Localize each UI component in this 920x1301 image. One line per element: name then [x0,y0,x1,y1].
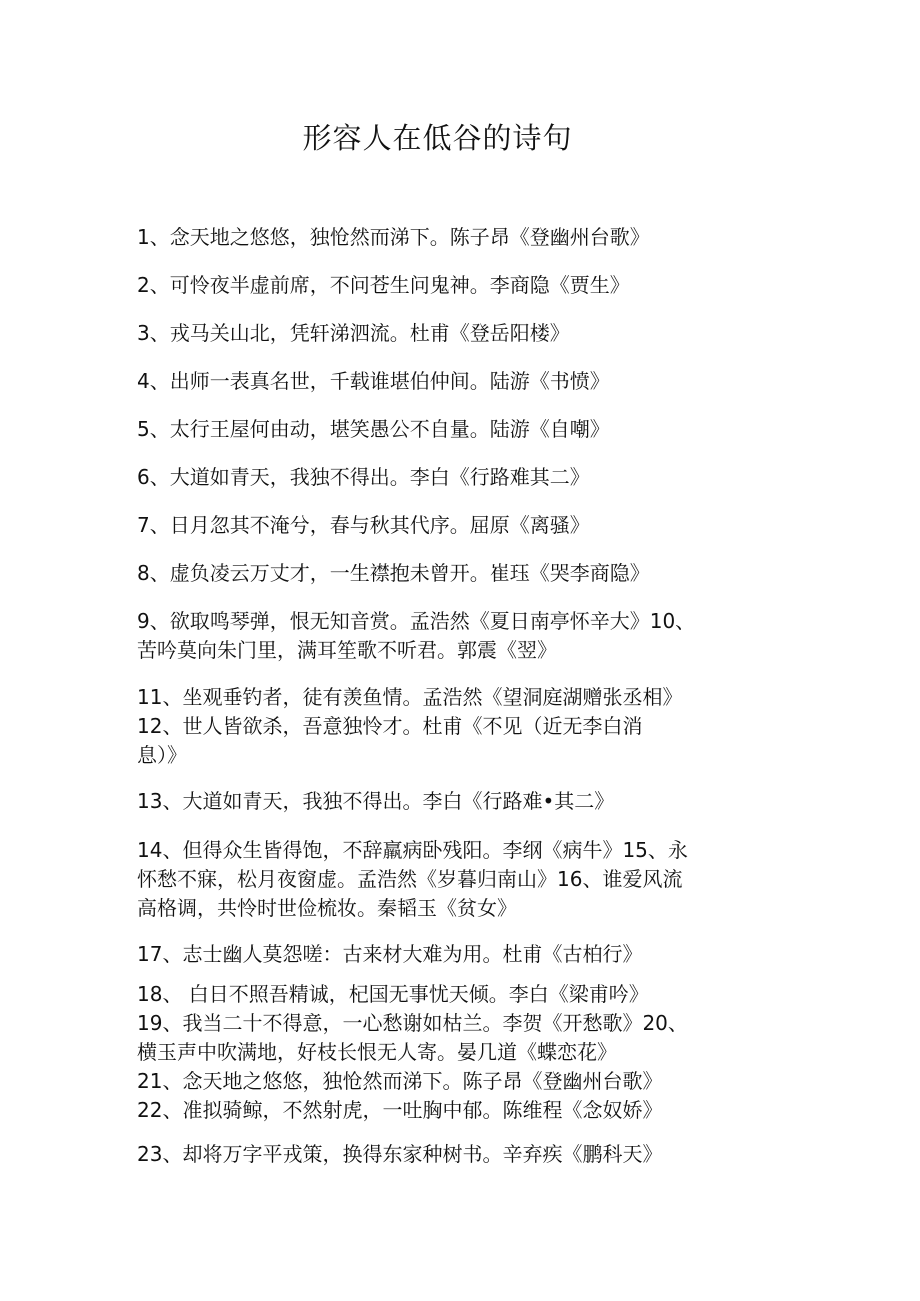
text-line: 13、大道如青天，我独不得出。李白《行路难•其二》 [137,789,615,813]
text-line: 息）》 [137,743,187,767]
poem-entry-13 [137,787,737,816]
text-line: 7、日月忽其不淹兮，春与秋其代序。屈原《离骚》 [137,513,590,537]
text-line: 5、太行王屋何由动，堪笑愚公不自量。陆游《自嘲》 [137,417,610,441]
poem-entry-1 [137,223,737,252]
text-line: 6、大道如青天，我独不得出。李白《行路难其二》 [137,465,590,489]
poem-entry-9 [137,607,737,665]
text-line: 11、坐观垂钓者，徒有羡鱼情。孟浩然《望洞庭湖赠张丞相》 [137,685,683,709]
text-line: 2、可怜夜半虚前席，不问苍生问鬼神。李商隐《贾生》 [137,273,630,297]
poem-entry-18 [137,980,737,1125]
poem-entry-23 [137,1140,737,1169]
text-line: 高格调，共怜时世俭梳妆。秦韬玉《贫女》 [137,896,517,920]
text-line: 12、世人皆欲杀，吾意独怜才。杜甫《不见（近无李白消 [137,714,643,738]
text-line: 17、志士幽人莫怨嗟：古来材大难为用。杜甫《古柏行》 [137,942,643,966]
poem-entry-8 [137,559,737,588]
text-line: 怀愁不寐，松月夜窗虚。孟浩然《岁暮归南山》16、谁爱风流 [137,867,683,891]
text-line: 14、但得众生皆得饱，不辞羸病卧残阳。李纲《病牛》15、永 [137,838,688,862]
text-line: 22、准拟骑鲸，不然射虎，一吐胸中郁。陈维程《念奴娇》 [137,1098,663,1122]
poem-entry-3 [137,319,737,348]
poem-entry-11 [137,683,737,770]
text-line: 21、念天地之悠悠，独怆然而涕下。陈子昂《登幽州台歌》 [137,1069,663,1093]
poem-entry-7 [137,511,737,540]
text-line: 横玉声中吹满地，好枝长恨无人寄。晏几道《蝶恋花》 [137,1040,617,1064]
text-line: 1、念天地之悠悠，独怆然而涕下。陈子昂《登幽州台歌》 [137,225,650,249]
poem-entry-17 [137,940,737,969]
text-line: 9、欲取鸣琴弹，恨无知音赏。孟浩然《夏日南亭怀辛大》10、 [137,609,696,633]
text-line: 3、戎马关山北，凭轩涕泗流。杜甫《登岳阳楼》 [137,321,570,345]
poem-entry-5 [137,415,737,444]
text-line: 4、出师一表真名世，千载谁堪伯仲间。陆游《书愤》 [137,369,610,393]
text-line: 19、我当二十不得意，一心愁谢如枯兰。李贺《开愁歌》20、 [137,1011,688,1035]
text-line: 18、 白日不照吾精诚，杞国无事忧天倾。李白《梁甫吟》 [137,982,649,1006]
text-line: 8、虚负凌云万丈才，一生襟抱未曾开。崔珏《哭李商隐》 [137,561,650,585]
page-title: 形容人在低谷的诗句 [302,121,573,155]
poem-entry-2 [137,271,737,300]
text-line: 苦吟莫向朱门里，满耳笙歌不听君。郭震《翌》 [137,638,557,662]
text-line: 23、却将万字平戎策，换得东家种树书。辛弃疾《鹏科天》 [137,1142,663,1166]
poem-entry-6 [137,463,737,492]
poem-entry-4 [137,367,737,396]
poem-entry-14 [137,836,737,923]
